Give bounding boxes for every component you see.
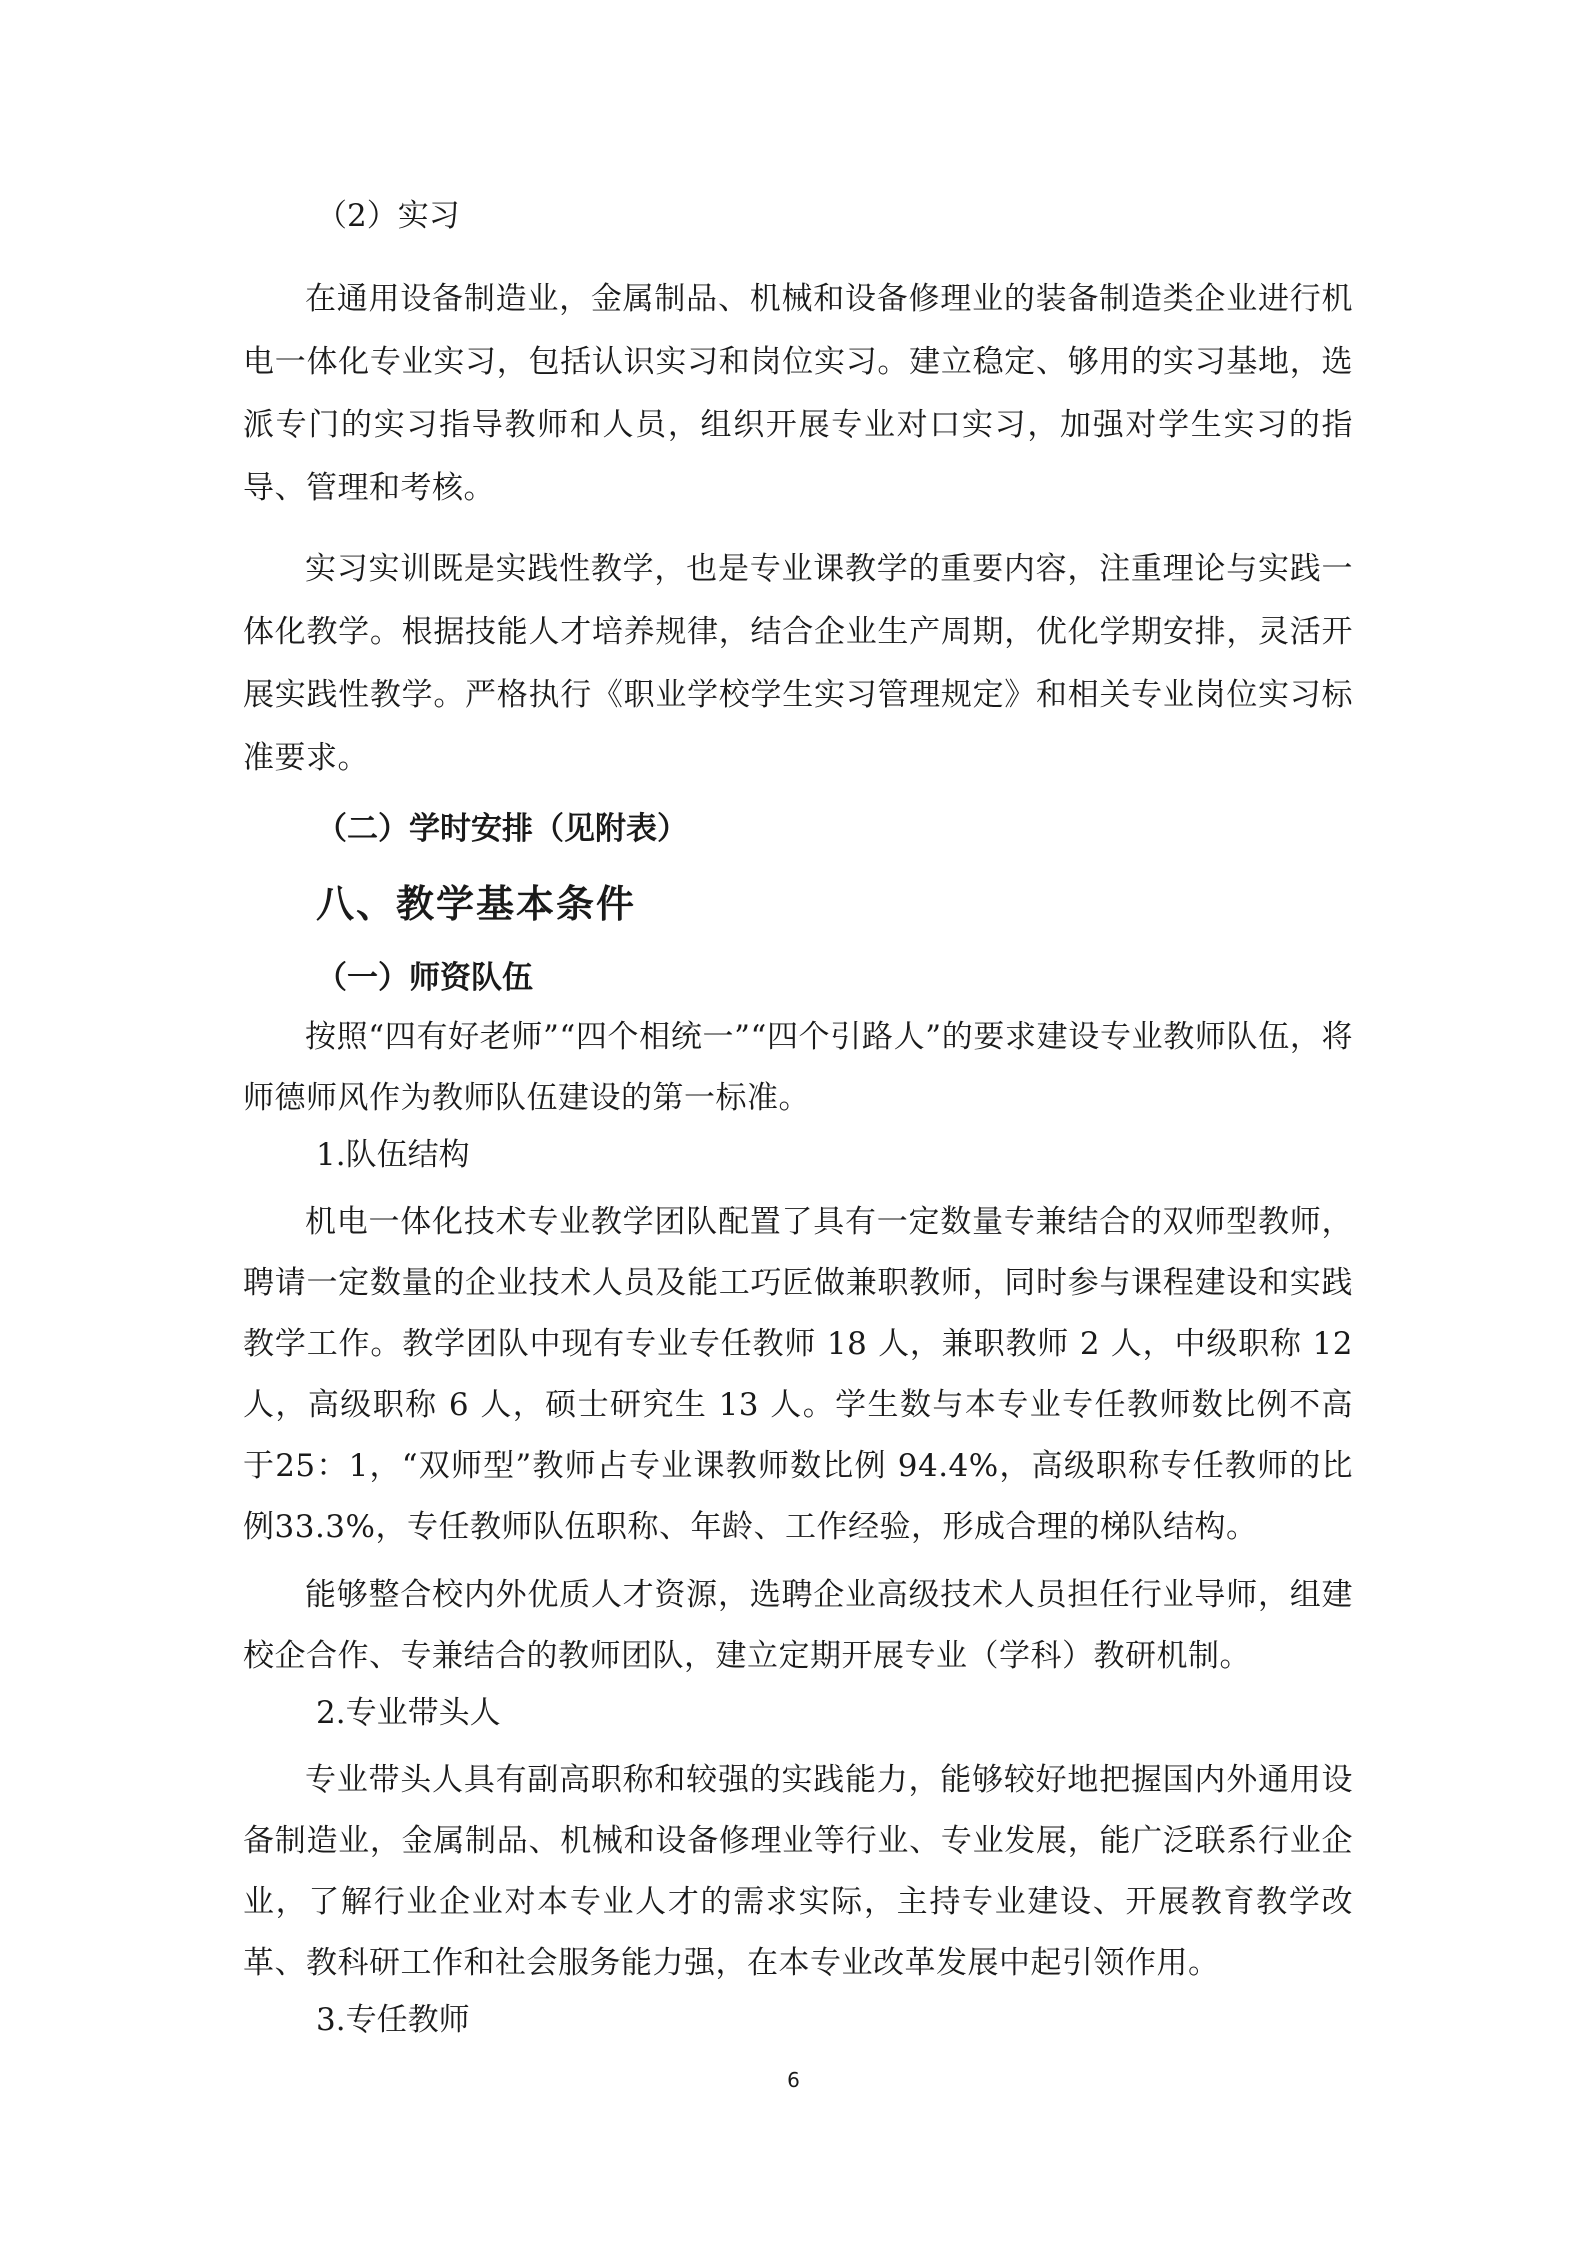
faculty-heading: （一）师资队伍 (316, 960, 533, 996)
paragraph-text: 实习实训既是实践性教学，也是专业课教学的重要内容，注重理论与实践一体化教学。根据技能人才培养规律，结合企业生产周期，优化学期安排，灵活开展实践性教学。严格执行《职业学校学生实习管理规定》和相关专业岗位实习标准要求。 (243, 551, 1353, 776)
fulltime-heading: 3.专任教师 (316, 2002, 470, 2038)
hours-heading: （二）学时安排（见附表） (316, 811, 688, 847)
leader-heading: 2.专业带头人 (316, 1695, 501, 1731)
internship-heading: （2）实习 (316, 198, 460, 234)
structure-heading: 1.队伍结构 (316, 1137, 470, 1173)
internship-paragraph-2 (243, 538, 1353, 790)
paragraph-text: 机电一体化技术专业教学团队配置了具有一定数量专兼结合的双师型教师，聘请一定数量的企业技术人员及能工巧匠做兼职教师，同时参与课程建设和实践教学工作。教学团队中现有专业专任教师 18 人，兼职教师 2 人，中级职称 12 人，高级职称 6 人，硕士研究生 13 人。学生数与本专业专任教师数比例不高于25：1，“双师型”教师占专业课教师数比例 94.4%，高级职称专任教师的比例33.3%，专任教师队伍职称、年龄、工作经验，形成合理的梯队结构。 (243, 1204, 1353, 1545)
internship-paragraph-1 (243, 268, 1353, 520)
paragraph-text: 按照“四有好老师”“四个相统一”“四个引路人”的要求建设专业教师队伍，将师德师风作为教师队伍建设的第一标准。 (243, 1019, 1353, 1116)
faculty-paragraph-1 (243, 1007, 1353, 1129)
leader-paragraph-1 (243, 1750, 1353, 1994)
page-number: 6 (787, 2068, 800, 2092)
paragraph-text: 能够整合校内外优质人才资源，选聘企业高级技术人员担任行业导师，组建校企合作、专兼结合的教师团队，建立定期开展专业（学科）教研机制。 (243, 1577, 1353, 1674)
paragraph-text: 专业带头人具有副高职称和较强的实践能力，能够较好地把握国内外通用设备制造业，金属制品、机械和设备修理业等行业、专业发展，能广泛联系行业企业，了解行业企业对本专业人才的需求实际，主持专业建设、开展教育教学改革、教科研工作和社会服务能力强，在本专业改革发展中起引领作用。 (243, 1762, 1353, 1981)
structure-paragraph-2 (243, 1565, 1353, 1687)
structure-paragraph-1 (243, 1192, 1353, 1558)
paragraph-text: 在通用设备制造业，金属制品、机械和设备修理业的装备制造类企业进行机电一体化专业实习，包括认识实习和岗位实习。建立稳定、够用的实习基地，选派专门的实习指导教师和人员，组织开展专业对口实习，加强对学生实习的指导、管理和考核。 (243, 281, 1353, 506)
chapter-heading: 八、教学基本条件 (316, 882, 637, 926)
